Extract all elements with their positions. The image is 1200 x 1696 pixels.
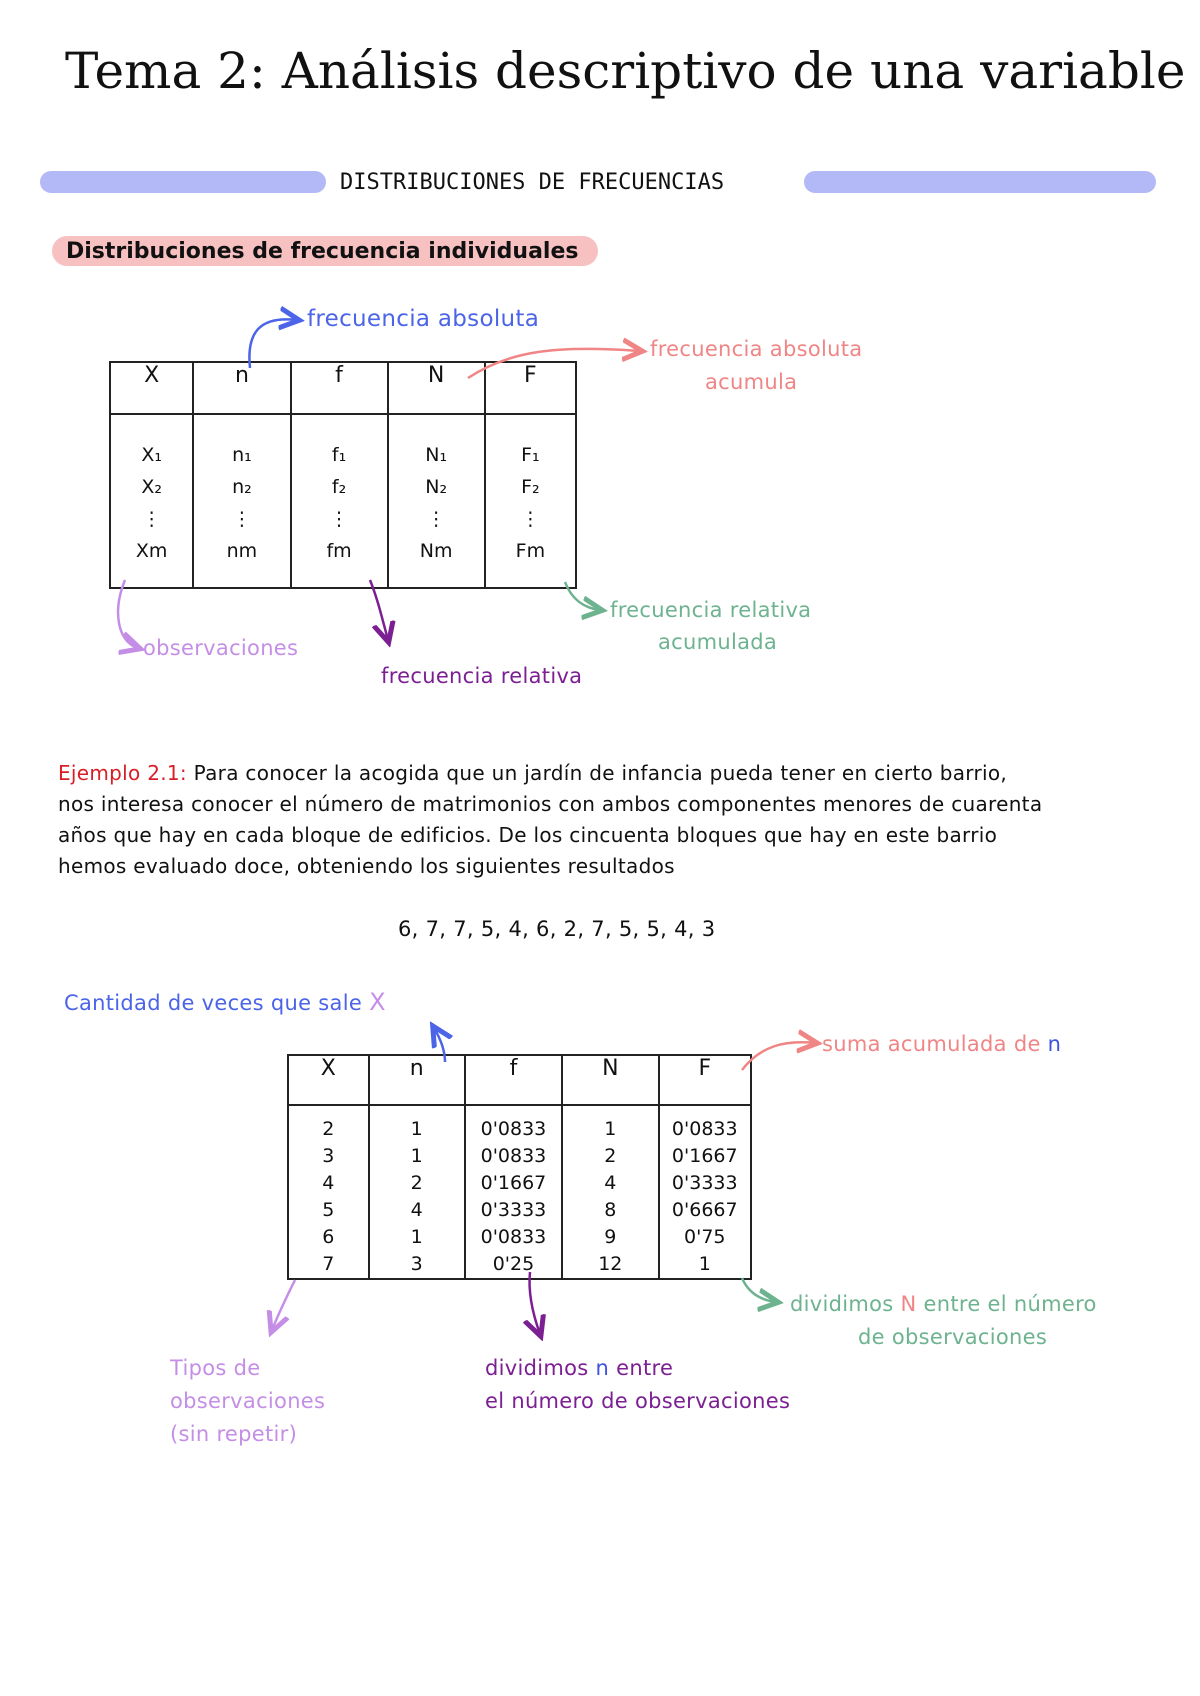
example-data-values: 6, 7, 7, 5, 4, 6, 2, 7, 5, 5, 4, 3 bbox=[398, 917, 716, 941]
generic-frequency-table bbox=[109, 361, 577, 589]
example-column-N: 1 2 4 8 9 12 bbox=[562, 1105, 658, 1279]
annotation-frecuencia-absoluta-acumulada-line2: acumula bbox=[705, 370, 798, 394]
example-label: Ejemplo 2.1: bbox=[58, 761, 187, 785]
annotation-observaciones: observaciones bbox=[143, 636, 299, 660]
example-header-N: N bbox=[562, 1055, 658, 1105]
example-frequency-table bbox=[287, 1054, 752, 1280]
section-header: DISTRIBUCIONES DE FRECUENCIAS bbox=[340, 170, 725, 195]
annotation-frecuencia-absoluta: frecuencia absoluta bbox=[307, 306, 540, 332]
table-header-F: F bbox=[485, 362, 576, 414]
subsection-title: Distribuciones de frecuencia individuales bbox=[66, 239, 579, 264]
table-column-f: f₁ f₂ ⋮ fm bbox=[291, 414, 388, 588]
example-line-2: nos interesa conocer el número de matrimonios con ambos componentes menores de cuarenta bbox=[58, 792, 1043, 816]
annotation-dividimos-N: dividimos N entre el número de observaciones bbox=[790, 1292, 1097, 1349]
annotation-tipos-observaciones: Tipos de observaciones (sin repetir) bbox=[170, 1356, 326, 1446]
table-header-n: n bbox=[193, 362, 290, 414]
table-header-x: X bbox=[110, 362, 193, 414]
example-line-4: hemos evaluado doce, obteniendo los siguientes resultados bbox=[58, 854, 675, 878]
example-header-n: n bbox=[369, 1055, 465, 1105]
annotation-frecuencia-relativa: frecuencia relativa bbox=[381, 664, 583, 688]
page-title: Tema 2: Análisis descriptivo de una variable bbox=[65, 42, 1186, 100]
annotation-suma-acumulada: suma acumulada de n bbox=[822, 1032, 1062, 1056]
example-header-F: F bbox=[659, 1055, 751, 1105]
table-header-f: f bbox=[291, 362, 388, 414]
table-column-N: N₁ N₂ ⋮ Nm bbox=[388, 414, 485, 588]
arrow-frecuencia-relativa bbox=[370, 580, 388, 640]
arrow-observaciones bbox=[118, 580, 138, 648]
arrow-dividimos-n bbox=[529, 1272, 540, 1334]
example-line-1: Ejemplo 2.1: Para conocer la acogida que un jardín de infancia pueda tener en cierto barrio, bbox=[58, 761, 1008, 785]
table-header-N: N bbox=[388, 362, 485, 414]
arrow-tipos-observaciones bbox=[272, 1280, 295, 1330]
annotation-dividimos-n: dividimos n entre el número de observaciones bbox=[485, 1356, 791, 1413]
example-header-x: X bbox=[288, 1055, 369, 1105]
table-column-n: n₁ n₂ ⋮ nm bbox=[193, 414, 290, 588]
example-header-f: f bbox=[465, 1055, 562, 1105]
annotation-frecuencia-relativa-acumulada-line2: acumulada bbox=[658, 630, 778, 654]
example-paragraph bbox=[58, 758, 1158, 882]
example-column-f: 0'0833 0'0833 0'1667 0'3333 0'0833 0'25 bbox=[465, 1105, 562, 1279]
section-band-right bbox=[804, 171, 1156, 193]
annotation-frecuencia-relativa-acumulada-line1: frecuencia relativa bbox=[610, 598, 812, 622]
arrow-suma-acumulada bbox=[742, 1042, 815, 1070]
example-line-3: años que hay en cada bloque de edificios. De los cincuenta bloques que hay en este barrio bbox=[58, 823, 998, 847]
annotation-cantidad-veces: Cantidad de veces que sale X bbox=[64, 988, 386, 1016]
table-column-x: X₁ X₂ ⋮ Xm bbox=[110, 414, 193, 588]
table-column-F: F₁ F₂ ⋮ Fm bbox=[485, 414, 576, 588]
arrow-dividimos-N bbox=[742, 1278, 776, 1302]
annotation-frecuencia-absoluta-acumulada-line1: frecuencia absoluta bbox=[650, 337, 863, 361]
example-column-n: 1 1 2 4 1 3 bbox=[369, 1105, 465, 1279]
example-column-F: 0'0833 0'1667 0'3333 0'6667 0'75 1 bbox=[659, 1105, 751, 1279]
section-band-left bbox=[40, 171, 326, 193]
example-column-x: 2 3 4 5 6 7 bbox=[288, 1105, 369, 1279]
